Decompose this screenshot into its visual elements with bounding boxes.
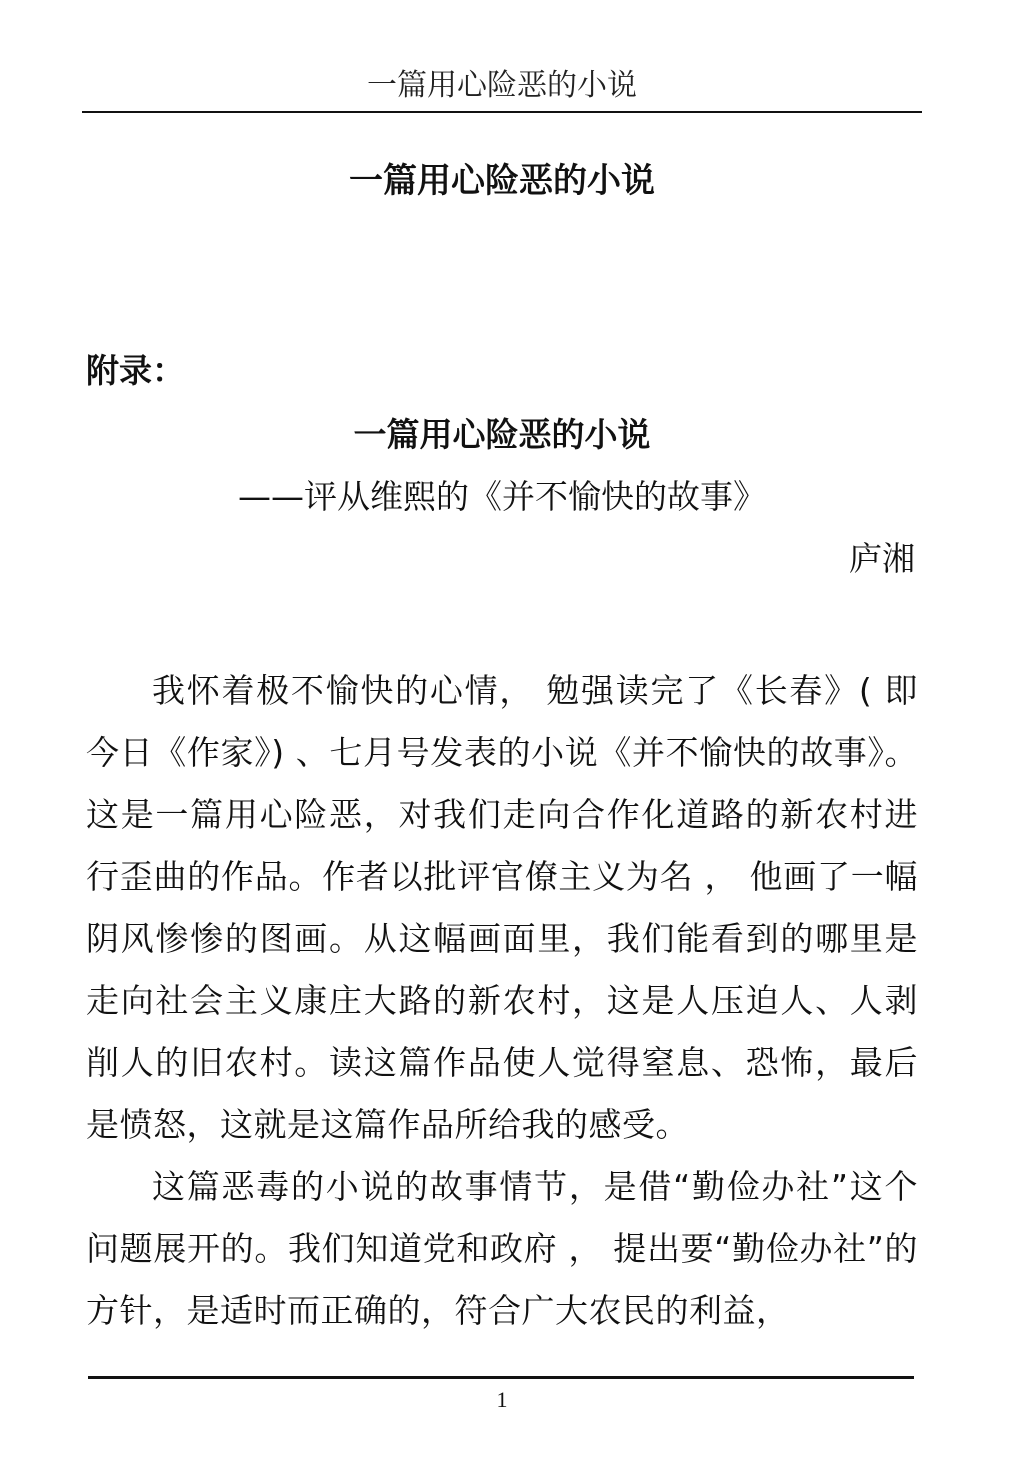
article-title: 一篇用心险恶的小说 — [353, 415, 651, 454]
body-paragraph: 这篇恶毒的小说的故事情节，是借“勤俭办社”这个问题展开的。我们知道党和政府 ， 提出要“勤俭办社”的方针，是适时而正确的，符合广大农民的利益， — [86, 1167, 918, 1330]
appendix-label: 附录： — [86, 351, 185, 390]
document-title: 一篇用心险恶的小说 — [349, 161, 655, 201]
article-subtitle: ——评从维熙的《并不愉快的故事》 — [238, 477, 766, 516]
footer-rule — [88, 1376, 914, 1379]
running-header: 一篇用心险恶的小说 — [367, 68, 637, 103]
author-name: 庐湘 — [849, 539, 915, 578]
page-number: 1 — [496, 1387, 508, 1412]
body-paragraph: 我怀着极不愉快的心情， 勉强读完了《长春》( 即今日《作家》) 、七月号发表的小说《并不愉快的故事》。这是一篇用心险恶，对我们走向合作化道路的新农村进行歪曲的作品。作者以批评官僚主义为名 ， 他画了一幅阴风惨惨的图画。从这幅画面里，我们能看到的哪里是走向社会主义康庄大路的新农村，这是人压迫人、人剥削人的旧农村。读这篇作品使人觉得窒息、恐怖，最后是愤怒，这就是这篇作品所给我的感受。 — [86, 671, 918, 1144]
article-body — [86, 660, 918, 1342]
header-rule — [82, 111, 922, 113]
